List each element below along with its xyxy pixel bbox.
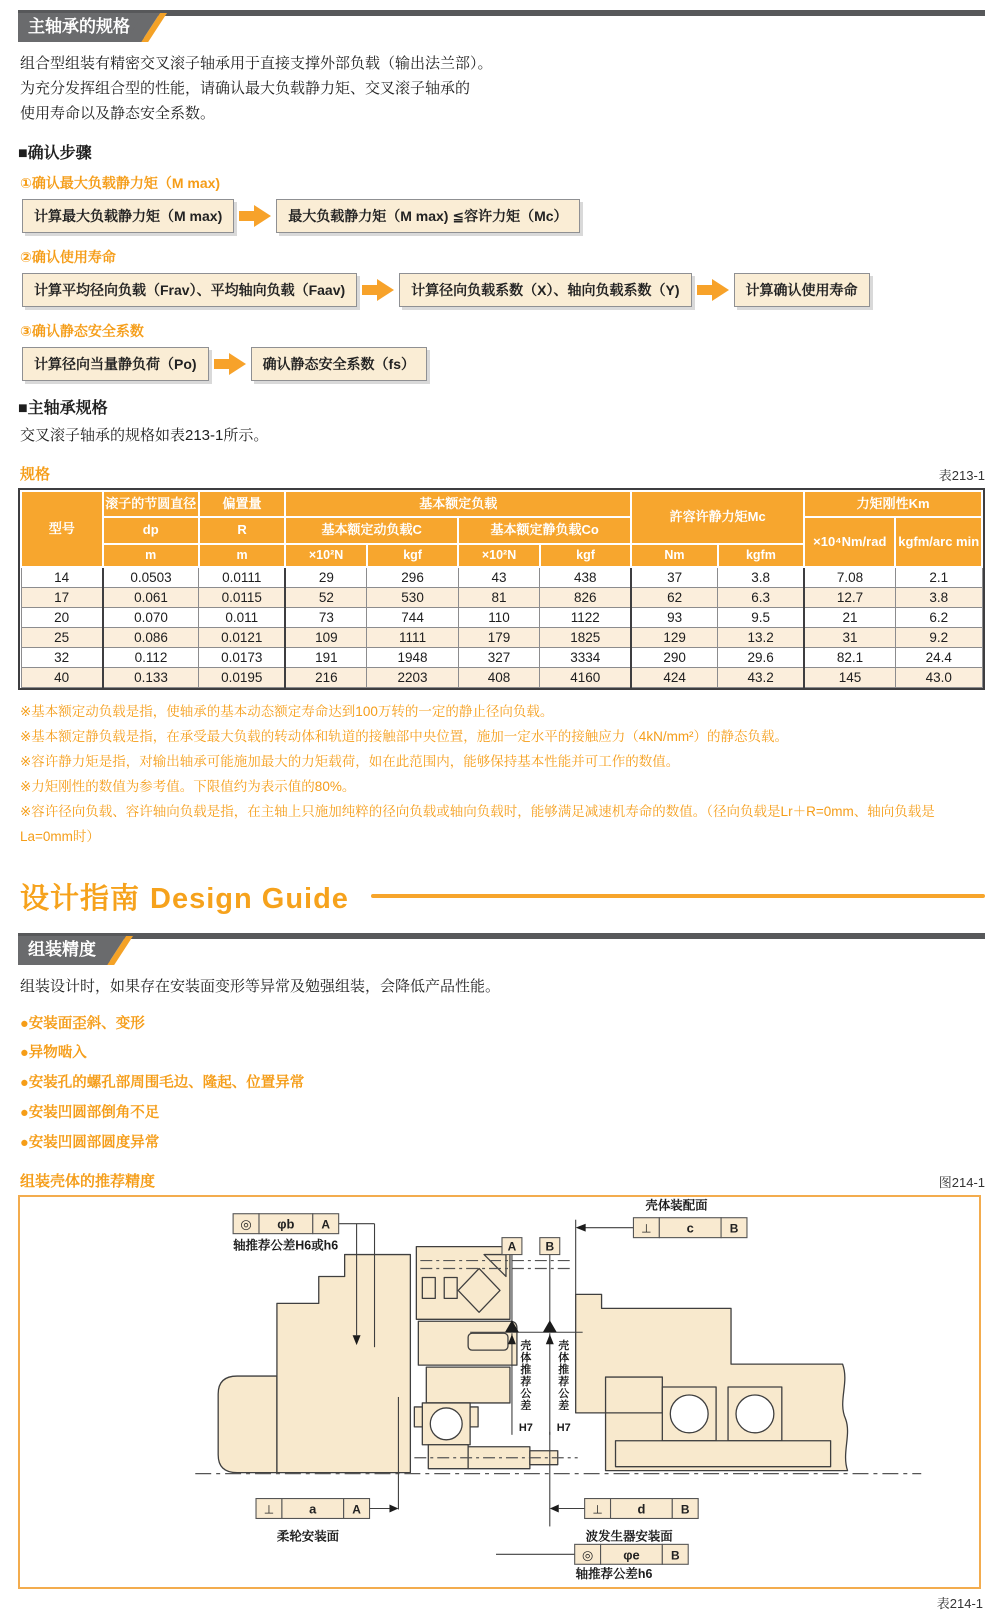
table-cell: 424: [631, 668, 717, 688]
col-subheader-stiffness-si: ×10⁴Nm/rad: [804, 517, 895, 567]
spec-intro: 交叉滚子轴承的规格如表213-1所示。: [20, 427, 269, 445]
table-cell: 296: [367, 567, 458, 588]
unit-sta-si: ×10²N: [458, 544, 540, 568]
unit-sta-kgf: kgf: [540, 544, 631, 568]
table-cell: 13.2: [718, 628, 804, 648]
table-cell: 0.0121: [199, 628, 285, 648]
table-cell: 826: [540, 588, 631, 608]
wave-generator-bearing: [430, 1408, 462, 1440]
figure-ref: 图214-1: [938, 1175, 985, 1191]
assembly-cross-section-diagram: [20, 1197, 979, 1582]
step1-label: ①确认最大负载静力矩（M max): [20, 175, 221, 192]
svg-text:φe: φe: [623, 1547, 640, 1563]
circularity-icon: ◎: [581, 1547, 594, 1563]
note-line: ※力矩刚性的数值为参考值。下限值约为表示值的80%。: [20, 779, 356, 795]
svg-text:c: c: [686, 1220, 694, 1236]
housing-tolerance-value: H7: [518, 1422, 533, 1435]
table-cell: 29: [285, 567, 367, 588]
col-header-allowable-moment: 許容许静力矩Mc: [631, 491, 804, 544]
step3-flow: [22, 347, 985, 381]
unit-mc-si: Nm: [631, 544, 717, 568]
step1-flow: [22, 199, 985, 233]
table-cell: 3.8: [895, 588, 982, 608]
table-cell: 40: [21, 668, 103, 688]
fcf-housing: [633, 1198, 747, 1238]
svg-text:B: B: [729, 1221, 739, 1236]
table-cell: 14: [21, 567, 103, 588]
housing-tolerance-label: 壳体推荐公差: [558, 1340, 570, 1413]
wave-generator-hub: [428, 1445, 468, 1469]
table-cell: 0.011: [199, 608, 285, 628]
table-row: [21, 628, 982, 648]
table-cell: 81: [458, 588, 540, 608]
table-cell: 327: [458, 648, 540, 668]
table-cell: 9.2: [895, 628, 982, 648]
table-cell: 43: [458, 567, 540, 588]
design-guide-rule: [371, 894, 985, 898]
table-cell: 1825: [540, 628, 631, 648]
table-cell: 530: [367, 588, 458, 608]
unit-dyn-kgf: kgf: [367, 544, 458, 568]
fcf-shaft-top: [232, 1214, 339, 1253]
motor-shaft: [616, 1441, 831, 1467]
table-cell: 32: [21, 648, 103, 668]
col-subheader-dynamic-load: 基本额定动负载C: [285, 517, 458, 543]
table-cell: 43.0: [895, 668, 982, 688]
datum-target-b: [543, 1321, 557, 1333]
oldham-tab: [414, 1407, 422, 1427]
table-cell: 179: [458, 628, 540, 648]
note-line: ※容许径向负载、容许轴向负载是指，在主轴上只施加纯粹的径向负载或轴向负载时，能够满足减速机寿命的数值。（径向负载是Lr＋R=0mm、轴向负载是La=0mm时）: [20, 804, 935, 844]
svg-text:a: a: [309, 1501, 317, 1517]
table-cell: 24.4: [895, 648, 982, 668]
svg-text:A: A: [352, 1502, 361, 1517]
bolt: [468, 1334, 508, 1351]
svg-text:φb: φb: [277, 1216, 295, 1232]
intro-line: 组合型组装有精密交叉滚子轴承用于直接支撑外部负载（输出法兰部）。: [20, 55, 493, 72]
table-ref: 表213-1: [938, 468, 985, 483]
table-cell: 191: [285, 648, 367, 668]
intro-line: 为充分发挥组合型的性能，请确认最大负载静力矩、交叉滚子轴承的: [20, 79, 471, 97]
diagram-label: 组装壳体的推荐精度: [20, 1173, 156, 1191]
col-subheader-dp: dp: [103, 517, 199, 543]
perpendicularity-icon: ⊥: [641, 1221, 652, 1236]
flow-arrow-icon: [214, 353, 246, 375]
step3-label: ③确认静态安全系数: [20, 323, 144, 340]
flow-box: 计算平均径向负载（Frav）、平均轴向负载（Faav): [22, 273, 357, 307]
steps-heading: ■确认步骤: [18, 145, 92, 163]
table-label-row: [20, 463, 985, 484]
table-cell: 2.1: [895, 567, 982, 588]
table-cell: 438: [540, 567, 631, 588]
fcf-label: 波发生器安装面: [585, 1529, 673, 1544]
fcf-label: 柔轮安装面: [276, 1529, 340, 1544]
datum-flag-a: [502, 1238, 522, 1255]
bullet-line: ●安装凹圆部倒角不足: [20, 1104, 160, 1121]
table-cell: 9.5: [718, 608, 804, 628]
step2-flow: [22, 273, 985, 307]
svg-text:B: B: [680, 1502, 690, 1517]
table-cell: 37: [631, 567, 717, 588]
table-row: [21, 567, 982, 588]
spec-heading: ■主轴承规格: [18, 400, 108, 418]
table-cell: 1122: [540, 608, 631, 628]
header-topbar: [18, 933, 985, 939]
table-cell: 4160: [540, 668, 631, 688]
table-cell: 73: [285, 608, 367, 628]
table-cell: 290: [631, 648, 717, 668]
flow-box: 计算最大负载静力矩（M max): [22, 199, 234, 233]
flow-arrow-icon: [697, 279, 729, 301]
svg-text:A: A: [507, 1239, 517, 1254]
table-cell: 1948: [367, 648, 458, 668]
intro-paragraph: [20, 52, 985, 126]
table-cell: 1111: [367, 628, 458, 648]
table-cell: 129: [631, 628, 717, 648]
col-header-moment-stiffness: 力矩刚性Km: [804, 491, 982, 517]
table-cell: 93: [631, 608, 717, 628]
flow-arrow-icon: [362, 279, 394, 301]
table-cell: 3.8: [718, 567, 804, 588]
table-row: [21, 668, 982, 688]
assembly-diagram-box: [18, 1195, 981, 1589]
table-cell: 0.070: [103, 608, 199, 628]
table-cell: 0.061: [103, 588, 199, 608]
table-cell: 0.0111: [199, 567, 285, 588]
unit-mc-kgf: kgfm: [718, 544, 804, 568]
datum-flag-b: [540, 1238, 560, 1255]
table-ref-bottom: 表214-1: [936, 1596, 983, 1612]
flow-box: 计算径向当量静负荷（Po): [22, 347, 209, 381]
table-cell: 43.2: [718, 668, 804, 688]
table-cell: 17: [21, 588, 103, 608]
table-row: [21, 608, 982, 628]
table-cell: 145: [804, 668, 895, 688]
unit-dyn-si: ×10²N: [285, 544, 367, 568]
table-cell: 6.3: [718, 588, 804, 608]
table-cell: 0.0195: [199, 668, 285, 688]
svg-text:d: d: [637, 1501, 646, 1517]
housing-tolerance-value: H7: [556, 1422, 571, 1435]
table-cell: 0.133: [103, 668, 199, 688]
seal: [444, 1278, 457, 1299]
table-cell: 82.1: [804, 648, 895, 668]
bullet-line: ●安装面歪斜、变形: [20, 1015, 145, 1032]
unit-m: m: [103, 544, 199, 568]
table-cell: 31: [804, 628, 895, 648]
svg-text:A: A: [321, 1217, 331, 1232]
section-header-assembly-accuracy: [18, 933, 985, 967]
svg-text:B: B: [670, 1548, 680, 1563]
unit-m: m: [199, 544, 285, 568]
bearing-ball: [670, 1395, 708, 1433]
col-subheader-static-load: 基本额定静负载Co: [458, 517, 631, 543]
table-cell: 408: [458, 668, 540, 688]
notes-list: [20, 700, 985, 850]
table-cell: 109: [285, 628, 367, 648]
table-cell: 0.0503: [103, 567, 199, 588]
fcf-label: 壳体装配面: [645, 1199, 708, 1214]
note-line: ※基本额定静负载是指，在承受最大负载的转动体和轨道的接触部中央位置，施加一定水平的接触应力（4kN/mm²）的静态负载。: [20, 729, 789, 745]
seal: [422, 1278, 435, 1299]
fcf-label: 轴推荐公差h6: [575, 1567, 653, 1582]
col-header-pitch-diameter: 滚子的节圆直径: [103, 491, 199, 517]
bullet-line: ●异物啮入: [20, 1045, 87, 1062]
flange-plate: [426, 1367, 510, 1403]
fcf-wavegen: [585, 1499, 699, 1544]
table-cell: 29.6: [718, 648, 804, 668]
table-cell: 2203: [367, 668, 458, 688]
fcf-label: 轴推荐公差H6或h6: [233, 1238, 339, 1253]
assembly-intro: 组装设计时，如果存在安装面变形等异常及勉强组装，会降低产品性能。: [20, 977, 501, 995]
note-line: ※基本额定动负载是指，使轴承的基本动态额定寿命达到100万转的一定的静止径向负载。: [20, 704, 554, 720]
figure-label-row: [20, 1170, 985, 1191]
bullet-line: ●安装凹圆部圆度异常: [20, 1134, 160, 1151]
table-cell: 0.0173: [199, 648, 285, 668]
section-subtitle: 组装精度: [18, 936, 110, 965]
design-guide-title-en: Design Guide: [150, 882, 349, 915]
table-cell: 25: [21, 628, 103, 648]
step2-label: ②确认使用寿命: [20, 249, 116, 266]
col-header-rated-load: 基本额定负载: [285, 491, 631, 517]
table-cell: 6.2: [895, 608, 982, 628]
table-cell: 7.08: [804, 567, 895, 588]
col-header-offset: 偏置量: [199, 491, 285, 517]
table-row: [21, 588, 982, 608]
flow-box: 计算确认使用寿命: [734, 273, 870, 307]
fcf-shaft-bottom: [575, 1545, 689, 1582]
perpendicularity-icon: ⊥: [263, 1502, 275, 1517]
table-cell: 52: [285, 588, 367, 608]
table-cell: 20: [21, 608, 103, 628]
table-cell: 744: [367, 608, 458, 628]
section-title: 主轴承的规格: [18, 13, 144, 42]
spec-table-body: [21, 567, 982, 688]
bullet-list: [20, 1010, 985, 1159]
housing-tolerance-label: 壳体推荐公差: [520, 1340, 532, 1413]
intro-line: 使用寿命以及静态安全系数。: [20, 104, 216, 122]
table-cell: 21: [804, 608, 895, 628]
table-cell: 3334: [540, 648, 631, 668]
spec-table: [18, 488, 985, 690]
table-cell: 110: [458, 608, 540, 628]
fcf-flexspline: [256, 1499, 370, 1544]
design-guide-banner: [20, 876, 985, 917]
flow-arrow-icon: [239, 205, 271, 227]
main-shaft-block: [277, 1255, 410, 1473]
table-cell: 62: [631, 588, 717, 608]
table-cell: 216: [285, 668, 367, 688]
flow-box: 确认静态安全系数（fs）: [251, 347, 427, 381]
svg-text:B: B: [545, 1239, 555, 1254]
col-subheader-stiffness-kgf: kgfm/arc min: [895, 517, 982, 567]
section-header-main-bearing: [18, 10, 985, 44]
table-cell: 12.7: [804, 588, 895, 608]
note-line: ※容许静力矩是指，对输出轴承可能施加最大的力矩载荷，如在此范围内，能够保持基本性能并可工作的数值。: [20, 754, 680, 770]
design-guide-title-cn: 设计指南: [20, 882, 141, 915]
bullet-line: ●安装孔的螺孔部周围毛边、隆起、位置异常: [20, 1075, 305, 1092]
bearing-ball: [736, 1395, 774, 1433]
table-cell: 0.0115: [199, 588, 285, 608]
flow-box: 最大负载静力矩（M max) ≦容许力矩（Mc）: [276, 199, 579, 233]
table-cell: 0.086: [103, 628, 199, 648]
col-subheader-r: R: [199, 517, 285, 543]
machine-parts: [218, 1247, 847, 1473]
oldham-tab: [470, 1407, 478, 1427]
table-row: [21, 648, 982, 668]
flow-box: 计算径向负载系数（X）、轴向负载系数（Y): [399, 273, 691, 307]
table-cell: 0.112: [103, 648, 199, 668]
housing-step: [606, 1377, 663, 1413]
circularity-icon: ◎: [240, 1216, 252, 1232]
shaft-stub: [218, 1376, 277, 1473]
design-guide-title: [20, 876, 349, 917]
col-header-model: 型号: [21, 491, 103, 567]
table-label: 规格: [20, 466, 51, 483]
perpendicularity-icon: ⊥: [592, 1502, 603, 1517]
